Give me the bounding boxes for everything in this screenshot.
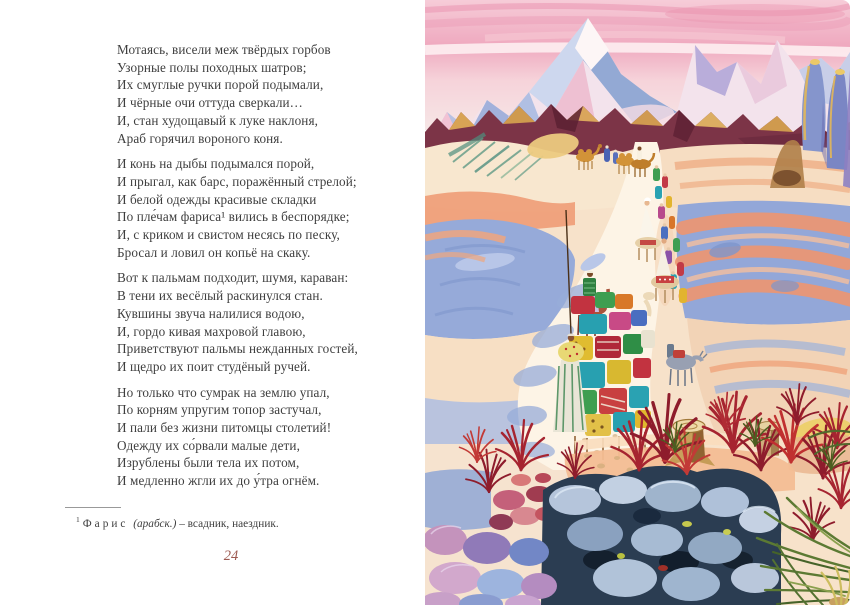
poem-line: По пле́чам фариса¹ вились в беспорядке; [117,209,350,225]
poem-line: Изрублены были тела их потом, [117,455,300,471]
footnote [76,512,406,532]
poem-line: Одежду их со́рвали малые дети, [117,437,300,453]
poem-line: Но только что сумрак на землю упал, [117,384,330,400]
poem-line: Их смуглые ручки порой подымали, [117,77,324,93]
boulder-pile [541,466,781,605]
poem-line: Приветствуют пальмы нежданных гостей, [117,341,358,357]
poem-line: По корням упругим топор застучал, [117,402,322,418]
poem-line: И, стан худощавый к луке наклоня, [117,112,319,128]
poem-line: И конь на дыбы подымался порой, [117,156,315,172]
footnote-marker: 1 [76,515,80,524]
poem-line: И, с криком и свистом несясь по песку, [117,227,340,243]
page-number: 24 [223,548,239,564]
poem-line: Мотаясь, висели меж твёрдых горбов [117,42,331,57]
poem-line: И пали без жизни питомцы столетий! [117,420,332,436]
footnote-origin: (арабск.) [133,517,177,530]
poem-line: И белой одежды красивые складки [117,191,317,207]
poem-line: И щедро их поит студёный ручей. [117,358,311,374]
poem-line: Бросал и ловил он копьё на скаку. [117,244,311,260]
poem-line: И прыгал, как барс, поражённый стрелой; [117,173,357,189]
poem-line: И чёрные очи оттуда сверкали… [117,95,303,111]
poem-line: Кувшины звуча налилися водою, [117,305,305,321]
poem-line: И медленно жгли их до у́тра огнём. [117,473,320,489]
poem-line: И, гордо кивая махровой главою, [117,323,306,339]
poem-stanza-2 [117,155,358,261]
illustration-svg [425,0,850,605]
poem-stanza-4 [117,384,358,490]
poem-line: Араб горячил вороного коня. [117,130,283,146]
poem-line: Вот к пальмам подходит, шумя, караван: [117,270,349,286]
poem-stanza-1 [117,41,358,147]
footnote-rule [65,507,121,508]
footnote-term: Фарис [82,517,129,530]
poem-line: В тени их весёлый раскинулся стан. [117,288,323,304]
poem-text [117,41,358,498]
footnote-definition: – всадник, наездник. [179,517,279,530]
poem-stanza-3 [117,269,358,375]
illustration-caravan-painting [425,0,850,605]
poem-line: Узорные полы походных шатров; [117,59,307,75]
